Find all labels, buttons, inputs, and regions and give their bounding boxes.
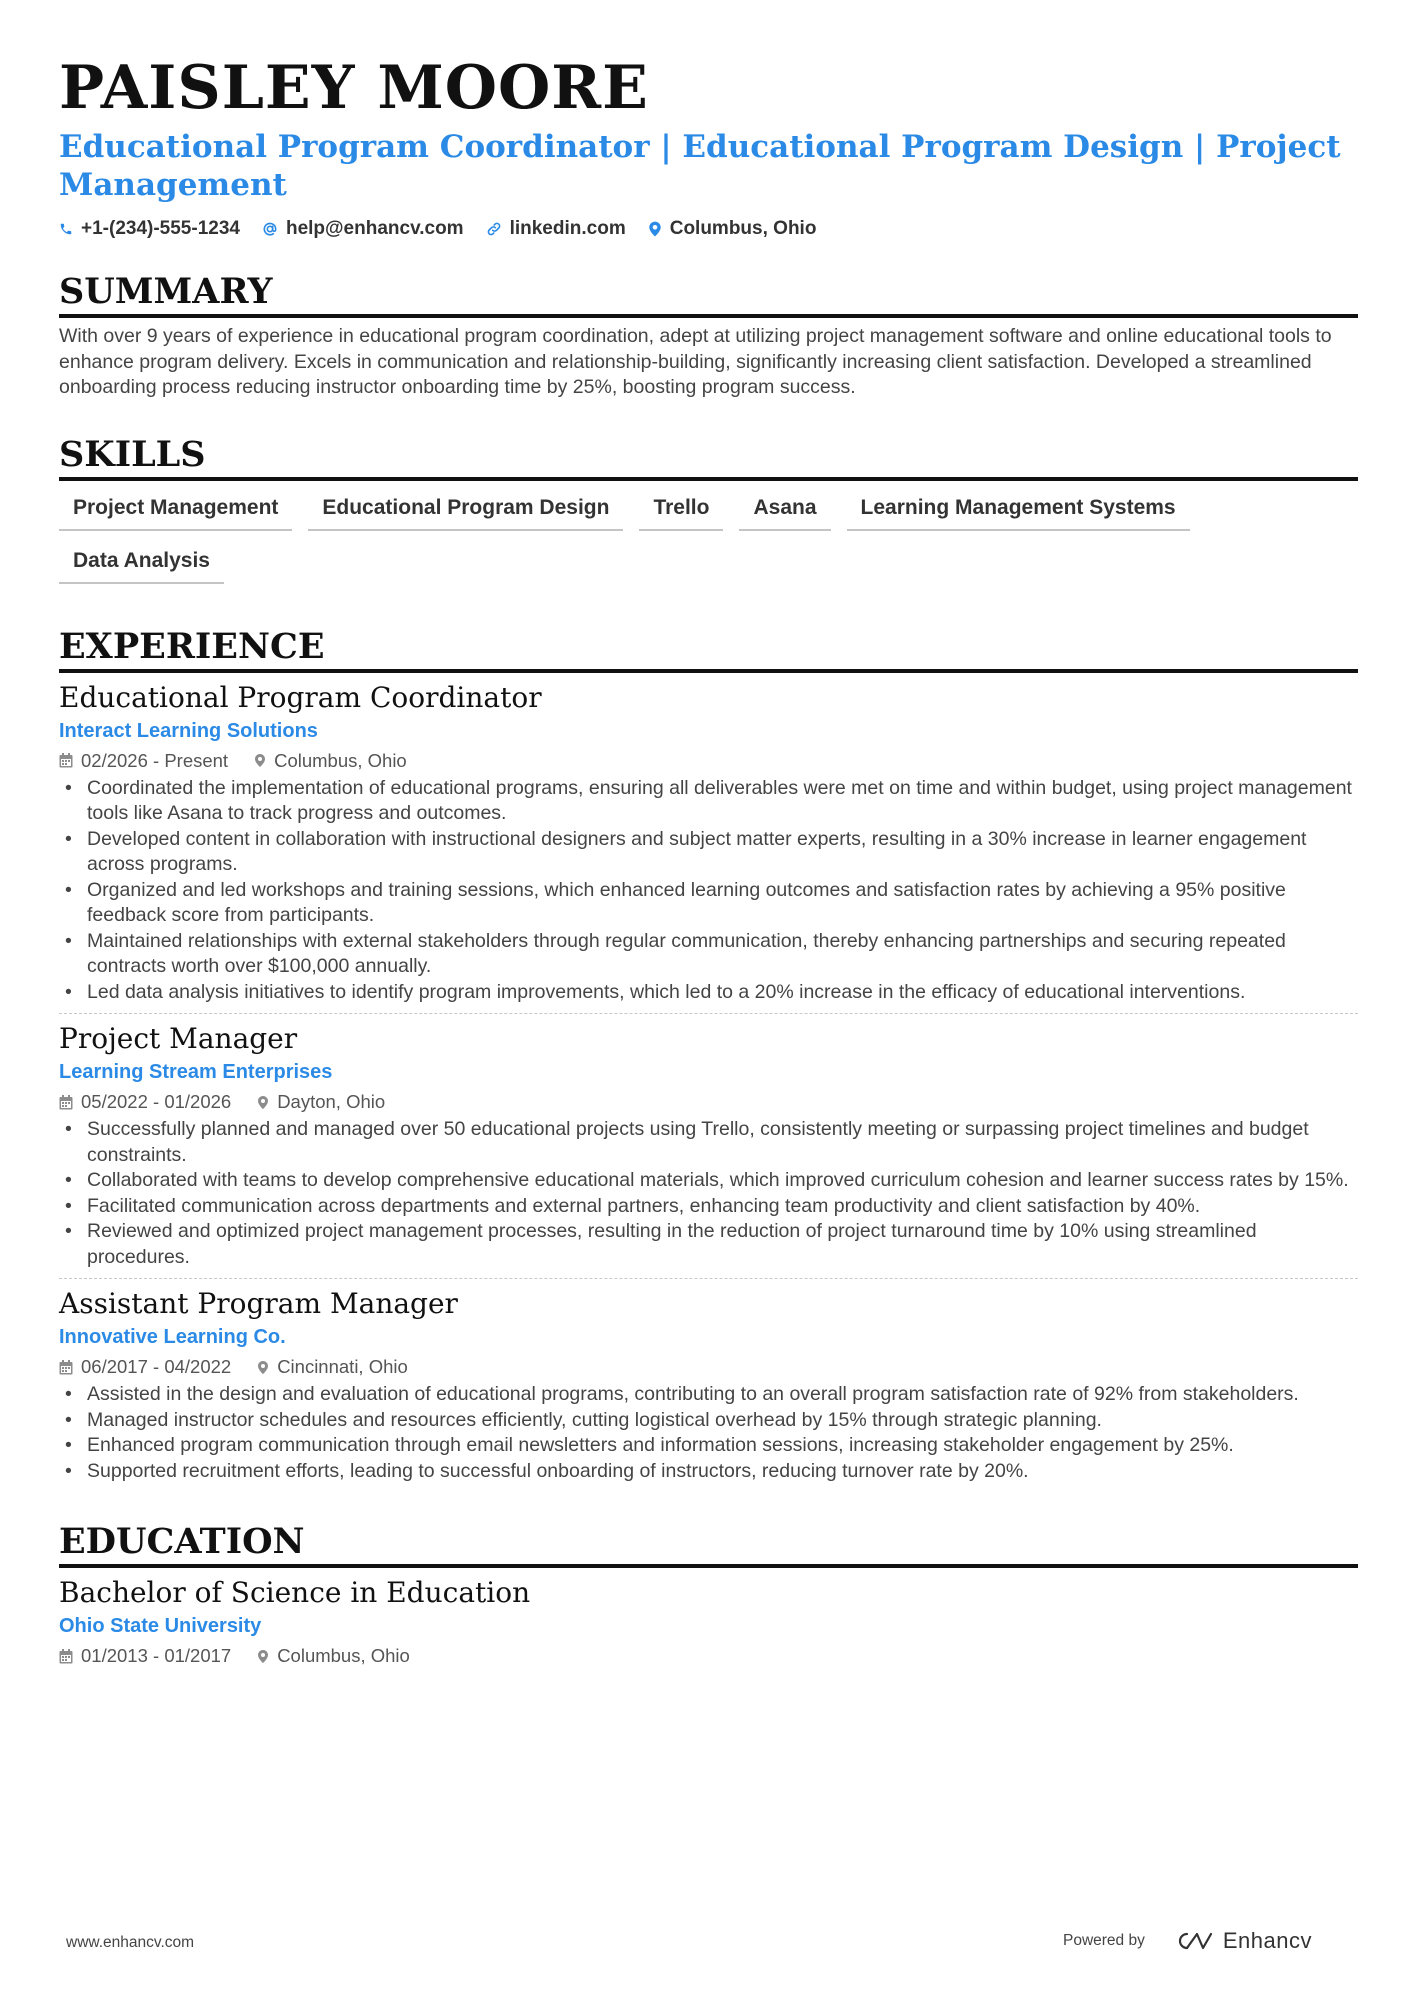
job-location [257, 1356, 408, 1378]
job-dates [59, 750, 228, 772]
school-name: Ohio State University [59, 1615, 262, 1637]
contact-email[interactable] [262, 218, 464, 240]
skill-tag: Asana [739, 489, 830, 531]
calendar-icon [59, 1095, 73, 1110]
job-dates [59, 1356, 231, 1378]
summary-text: With over 9 years of experience in educational program coordination, adept at utilizing project management software and online educational tools to enhance program delivery. Excels in communication and relationship-building, significantly increasing client satisfaction. Developed a streamlined onboarding process reducing instructor onboarding time by 25%, boosting program success. [59, 325, 1332, 398]
contact-location [648, 218, 817, 240]
at-icon [262, 221, 278, 237]
list-item: • Led data analysis initiatives to identify program improvements, which led to a 20% increase in the efficacy of educational interventions. [59, 980, 1358, 1006]
footer-branding [1063, 1928, 1312, 1954]
skill-tag: Learning Management Systems [847, 489, 1190, 531]
summary-section [59, 272, 1358, 401]
list-item: • Reviewed and optimized project management processes, resulting in the reduction of project turnaround time by 10% using streamlined procedures. [59, 1219, 1358, 1270]
calendar-icon [59, 1649, 73, 1664]
resume-header [59, 52, 1358, 240]
list-item: • Maintained relationships with external stakeholders through regular communication, thereby enhancing partnerships and securing repeated contracts worth over $100,000 annually. [59, 929, 1358, 980]
location-pin-icon [254, 753, 266, 768]
job-entry [59, 681, 1358, 1014]
location-pin-icon [257, 1360, 269, 1375]
job-meta [59, 750, 1358, 772]
list-item: • Facilitated communication across departments and external partners, enhancing team productivity and client satisfaction by 40%. [59, 1194, 1358, 1220]
skill-tag: Data Analysis [59, 542, 224, 584]
job-entry [59, 1278, 1358, 1492]
location-pin-icon [257, 1095, 269, 1110]
education-meta [59, 1645, 1358, 1667]
job-title: Educational Program Coordinator [59, 680, 542, 714]
list-item: • Developed content in collaboration with instructional designers and subject matter experts, resulting in a 30% increase in learner engagement across programs. [59, 827, 1358, 878]
job-meta [59, 1356, 1358, 1378]
calendar-icon [59, 753, 73, 768]
education-dates-text: 01/2013 - 01/2017 [81, 1645, 232, 1666]
job-title: Project Manager [59, 1022, 298, 1055]
list-item: • Collaborated with teams to develop comprehensive educational materials, which improved curriculum cohesion and learner success rates by 15%. [59, 1168, 1358, 1194]
job-meta [59, 1091, 1358, 1113]
job-location-text: Cincinnati, Ohio [277, 1356, 408, 1377]
contact-phone-text: +1-(234)-555-1234 [81, 218, 240, 239]
enhancv-logo-icon [1173, 1930, 1215, 1952]
job-dates-text: 02/2026 - Present [81, 749, 229, 771]
phone-icon [59, 222, 73, 236]
experience-section [59, 627, 1358, 1493]
footer-website[interactable]: www.enhancv.com [66, 1934, 195, 1951]
education-section [59, 1522, 1358, 1667]
powered-by-label: Powered by [1063, 1932, 1145, 1949]
contact-phone[interactable] [59, 218, 240, 240]
location-pin-icon [648, 221, 662, 237]
job-bullets [59, 1117, 1358, 1270]
resume-content [59, 52, 1358, 1667]
job-title: Assistant Program Manager [59, 1287, 458, 1320]
summary-title: SUMMARY [59, 272, 1358, 318]
company-name: Interact Learning Solutions [59, 719, 318, 742]
skills-title: SKILLS [59, 435, 1358, 481]
calendar-icon [59, 1360, 73, 1375]
job-location [257, 1091, 385, 1113]
list-item: • Successfully planned and managed over 50 educational projects using Trello, consistently meeting or surpassing project timelines and budget constraints. [59, 1117, 1358, 1168]
skill-tag: Trello [639, 489, 723, 531]
contact-email-text: help@enhancv.com [285, 218, 464, 239]
skills-list [59, 489, 1358, 595]
brand-name: Enhancv [1222, 1928, 1312, 1953]
job-entry [59, 1013, 1358, 1278]
link-icon [486, 221, 502, 237]
location-pin-icon [257, 1649, 269, 1664]
company-name: Innovative Learning Co. [59, 1326, 286, 1348]
degree-title: Bachelor of Science in Education [59, 1576, 531, 1609]
candidate-name: PAISLEY MOORE [59, 53, 649, 123]
contact-linkedin[interactable] [486, 218, 626, 240]
job-location [254, 750, 407, 772]
job-location-text: Columbus, Ohio [274, 749, 407, 771]
education-dates [59, 1645, 231, 1667]
candidate-headline: Educational Program Coordinator | Educational Program Design | Project Management [59, 129, 1341, 203]
job-bullets [59, 776, 1358, 1006]
skills-section [59, 435, 1358, 595]
job-dates-text: 06/2017 - 04/2022 [81, 1356, 232, 1377]
contact-linkedin-text: linkedin.com [509, 218, 626, 239]
list-item: • Organized and led workshops and training sessions, which enhanced learning outcomes and satisfaction rates by achieving a 95% positive feedback score from participants. [59, 878, 1358, 929]
contact-bar [59, 218, 1358, 240]
skill-tag: Project Management [59, 489, 292, 531]
job-bullets [59, 1382, 1358, 1484]
list-item: • Supported recruitment efforts, leading to successful onboarding of instructors, reducing turnover rate by 20%. [59, 1459, 1358, 1485]
education-location-text: Columbus, Ohio [277, 1645, 410, 1666]
experience-title: EXPERIENCE [59, 627, 1358, 673]
education-title: EDUCATION [59, 1522, 1358, 1568]
job-dates-text: 05/2022 - 01/2026 [81, 1091, 232, 1112]
contact-location-text: Columbus, Ohio [669, 218, 817, 239]
list-item: • Enhanced program communication through email newsletters and information sessions, increasing stakeholder engagement by 25%. [59, 1433, 1358, 1459]
education-location [257, 1645, 410, 1667]
list-item: • Coordinated the implementation of educational programs, ensuring all deliverables were met on time and within budget, using project management tools like Asana to track progress and outcomes. [59, 776, 1358, 827]
company-name: Learning Stream Enterprises [59, 1061, 333, 1083]
list-item: • Managed instructor schedules and resources efficiently, cutting logistical overhead by 15% through strategic planning. [59, 1408, 1358, 1434]
job-location-text: Dayton, Ohio [277, 1091, 386, 1112]
job-dates [59, 1091, 231, 1113]
skill-tag: Educational Program Design [308, 489, 623, 531]
list-item: • Assisted in the design and evaluation of educational programs, contributing to an overall program satisfaction rate of 92% from stakeholders. [59, 1382, 1358, 1408]
